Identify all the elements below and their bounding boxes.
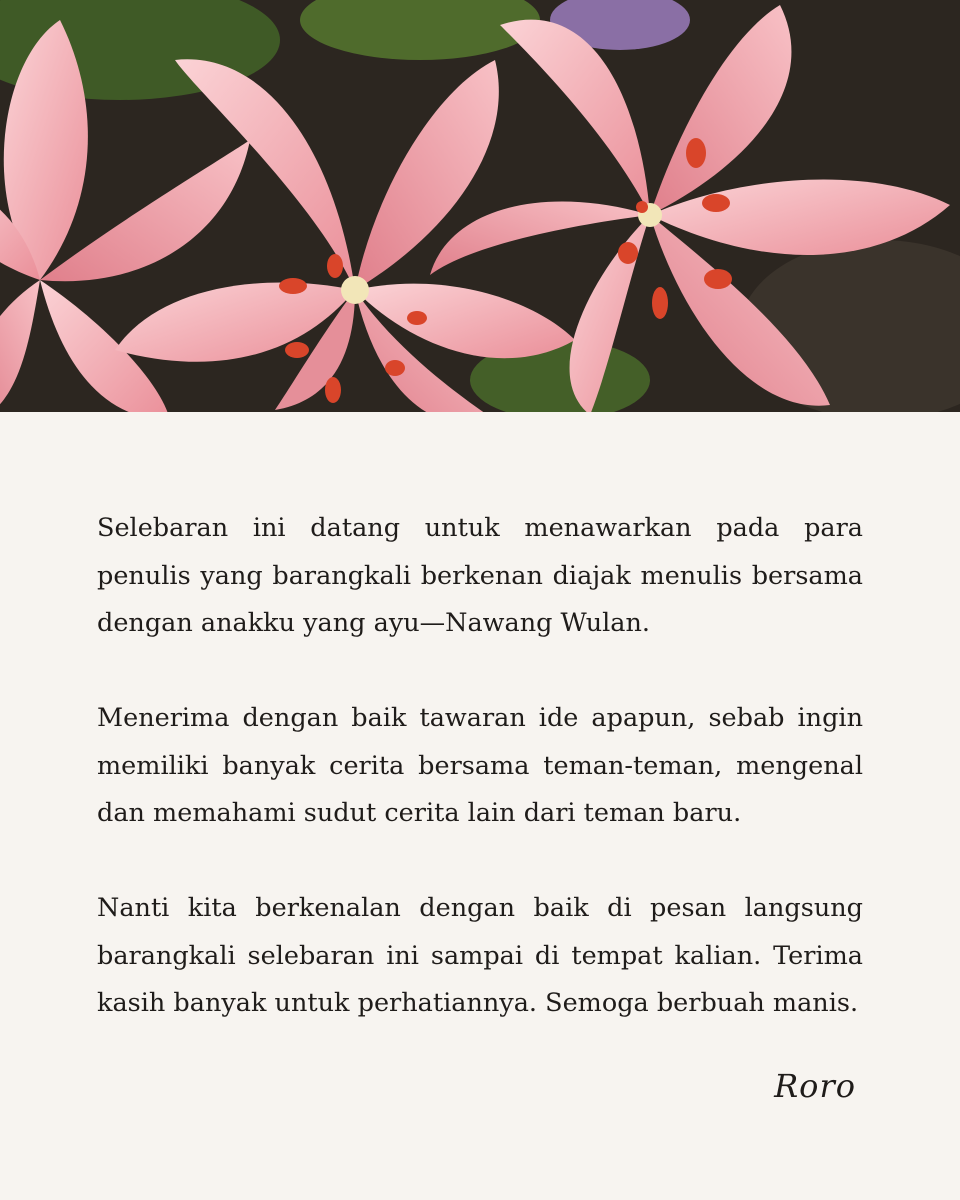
paragraph-1: Selebaran ini datang untuk menawarkan pada para penulis yang barangkali berkenan diajak menulis bersama dengan anakku yang ayu—Nawang Wulan.: [97, 513, 863, 638]
paragraph-2: Menerima dengan baik tawaran ide apapun, sebab ingin memiliki banyak cerita bersama teman-teman, mengenal dan memahami sudut cerita lain dari teman baru.: [97, 703, 863, 828]
signature: Roro: [774, 1067, 856, 1105]
paragraph-3: Nanti kita berkenalan dengan baik di pesan langsung barangkali selebaran ini sampai di tempat kalian. Terima kasih banyak untuk perhatiannya. Semoga berbuah manis.: [97, 893, 863, 1018]
lily-flowers-image: [0, 0, 960, 412]
flyer-text-area: [0, 412, 960, 1200]
header-photo: [0, 0, 960, 412]
flyer-body: [97, 505, 863, 1075]
